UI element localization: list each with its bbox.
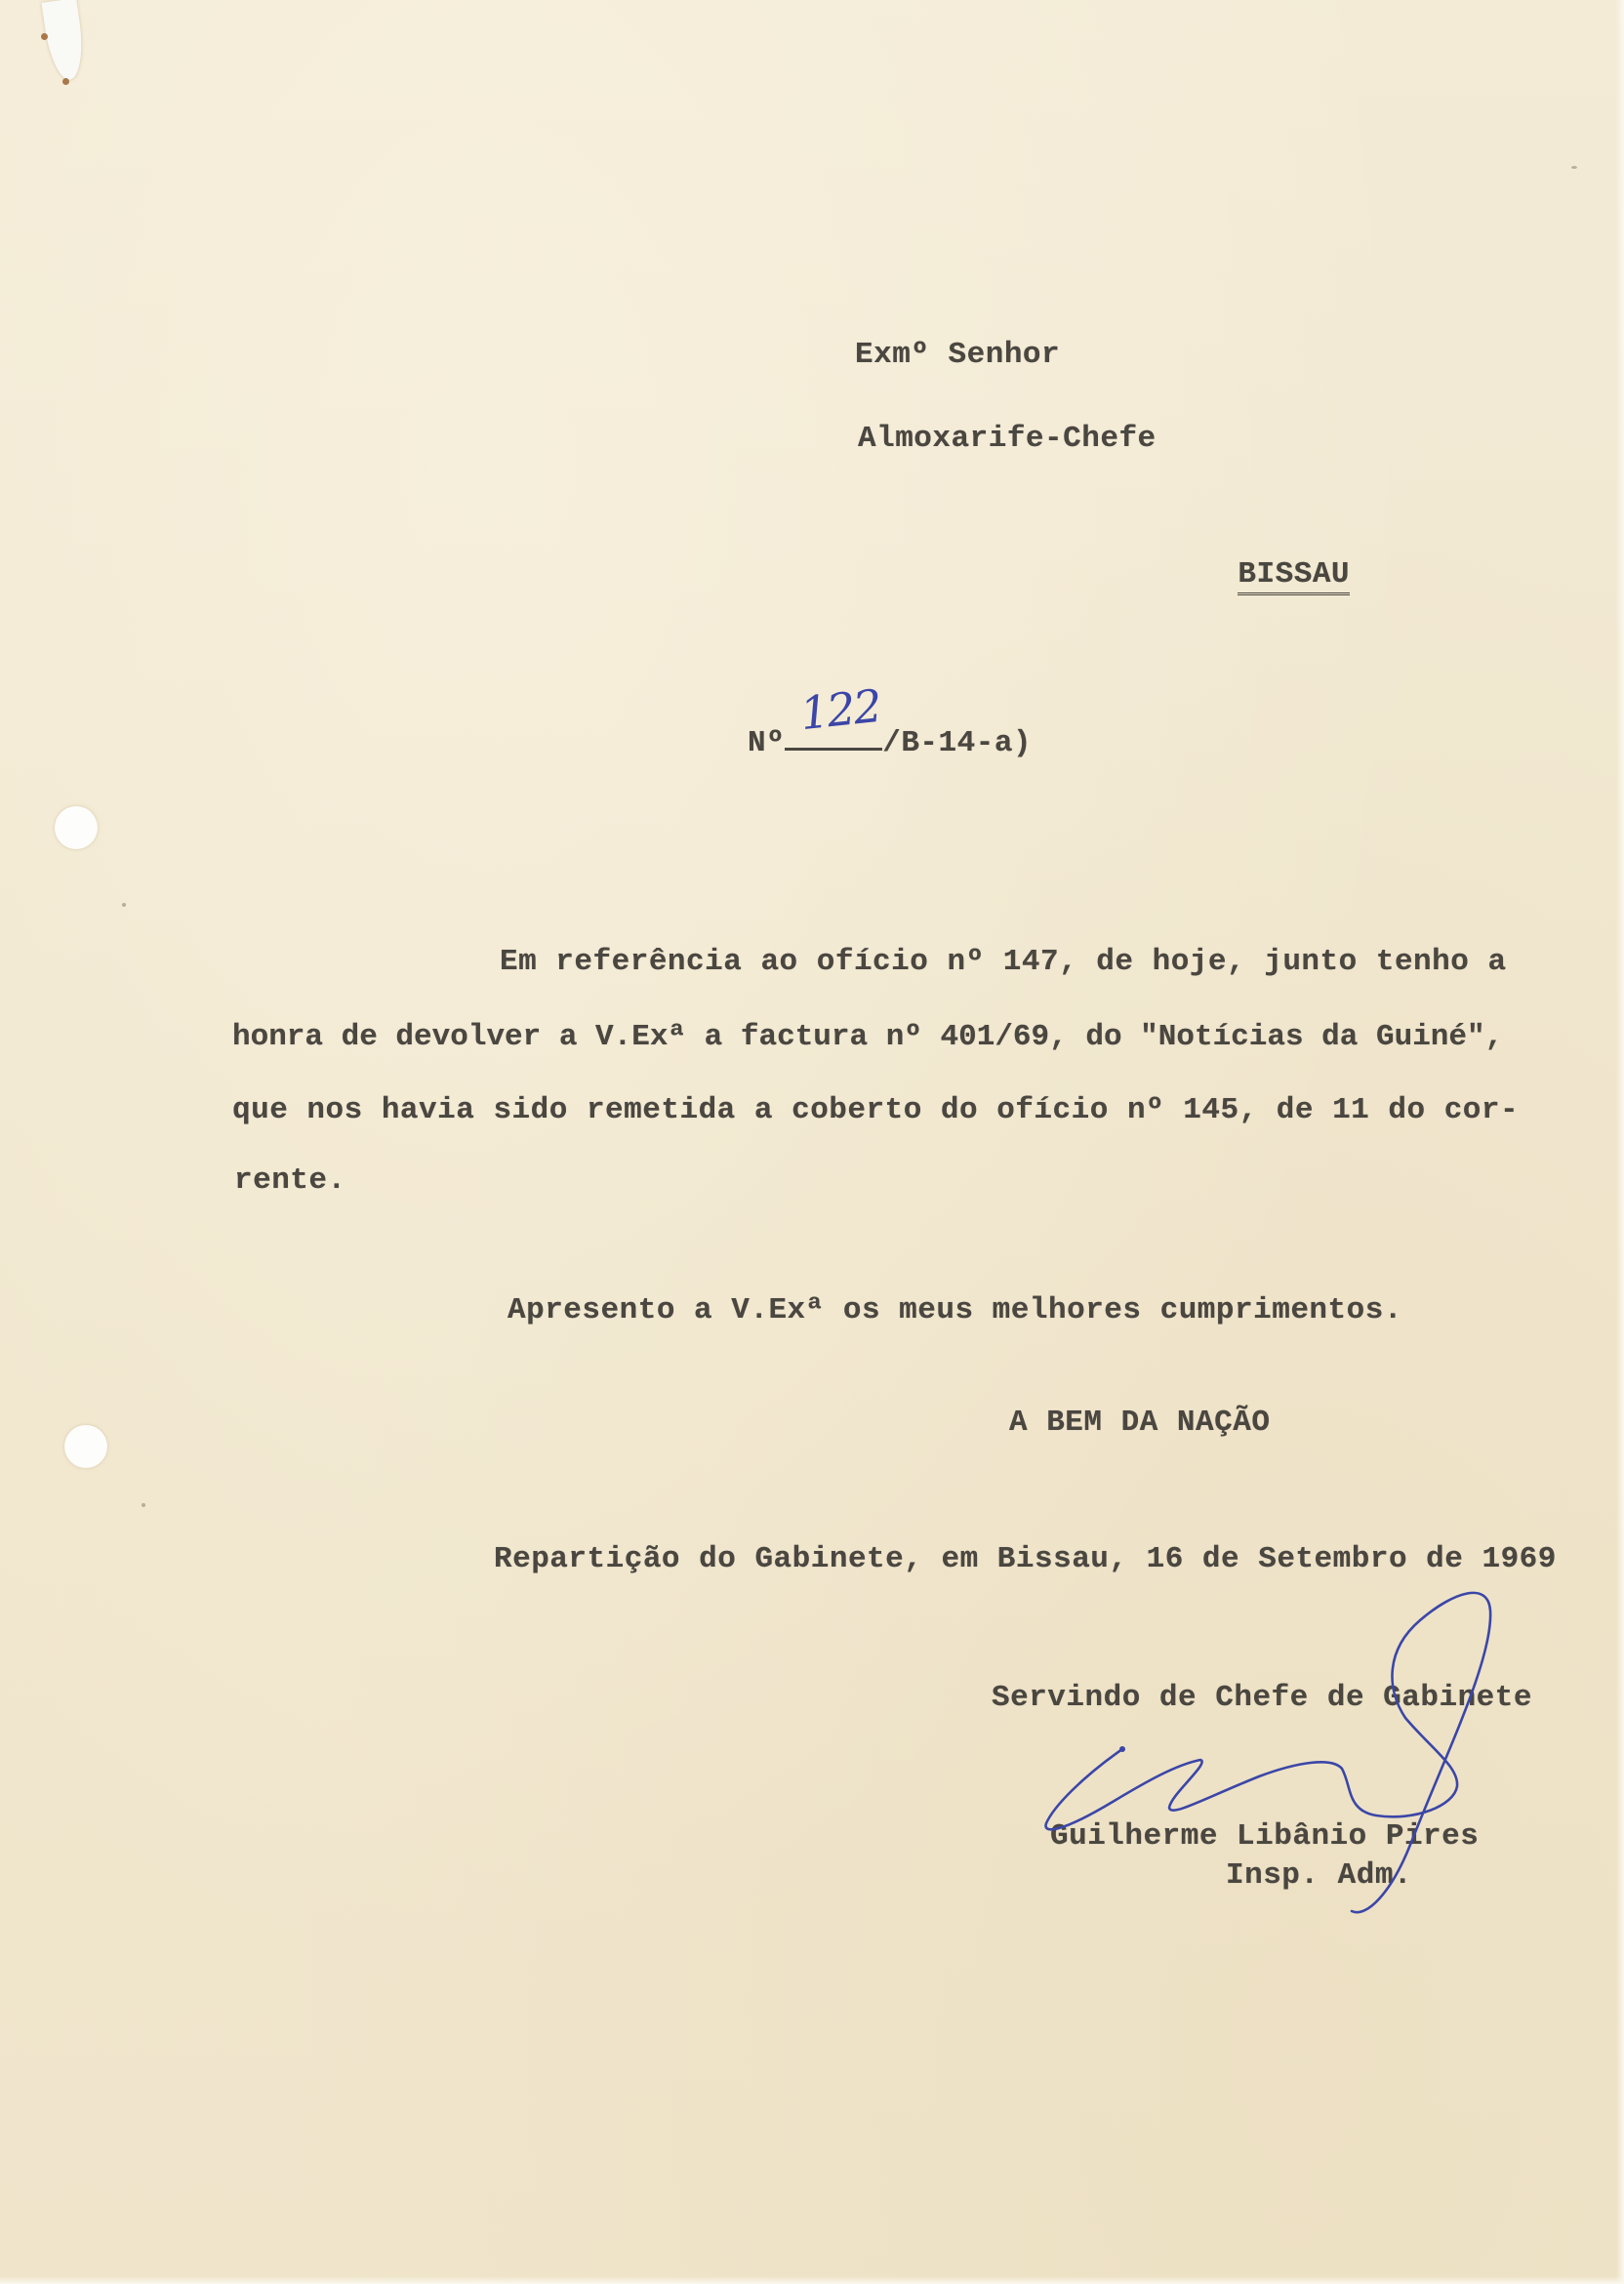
paper-speck — [1571, 166, 1577, 169]
closing-line: Apresento a V.Exª os meus melhores cumprimentos. — [508, 1293, 1402, 1327]
page-edge-right — [1616, 0, 1624, 2284]
paper-speck — [142, 1503, 145, 1507]
place-date: Repartição do Gabinete, em Bissau, 16 de Setembro de 1969 — [494, 1542, 1557, 1576]
signatory-role: Servindo de Chefe de Gabinete — [992, 1681, 1532, 1715]
body-line-4: rente. — [234, 1163, 346, 1198]
reference-suffix: /B-14-a) — [882, 726, 1033, 760]
body-line-2: honra de devolver a V.Exª a factura nº 401/69, do "Notícias da Guiné", — [232, 1020, 1504, 1054]
body-line-1: Em referência ao ofício nº 147, de hoje, junto tenho a — [500, 945, 1507, 979]
punch-hole-icon — [64, 1425, 107, 1468]
reference-line — [748, 718, 1032, 761]
rust-spot — [62, 78, 69, 85]
addressee-city-wrap — [1163, 522, 1350, 628]
staple-tear-mark — [41, 0, 87, 82]
body-line-3: que nos havia sido remetida a coberto do ofício nº 145, de 11 do cor- — [232, 1093, 1520, 1127]
addressee-city: BISSAU — [1238, 557, 1350, 595]
rust-spot — [41, 33, 48, 40]
motto: A BEM DA NAÇÃO — [1009, 1406, 1271, 1440]
addressee-title: Almoxarife-Chefe — [858, 422, 1157, 456]
punch-hole-icon — [55, 806, 98, 849]
signatory-name: Guilherme Libânio Pires — [1050, 1819, 1480, 1854]
paper-speck — [122, 903, 126, 907]
handwritten-reference-number: 122 — [797, 678, 883, 741]
page-edge-bottom — [0, 2276, 1624, 2284]
signatory-post: Insp. Adm. — [1226, 1858, 1413, 1893]
addressee-salutation: Exmº Senhor — [855, 338, 1061, 372]
reference-prefix: Nº — [748, 726, 786, 760]
